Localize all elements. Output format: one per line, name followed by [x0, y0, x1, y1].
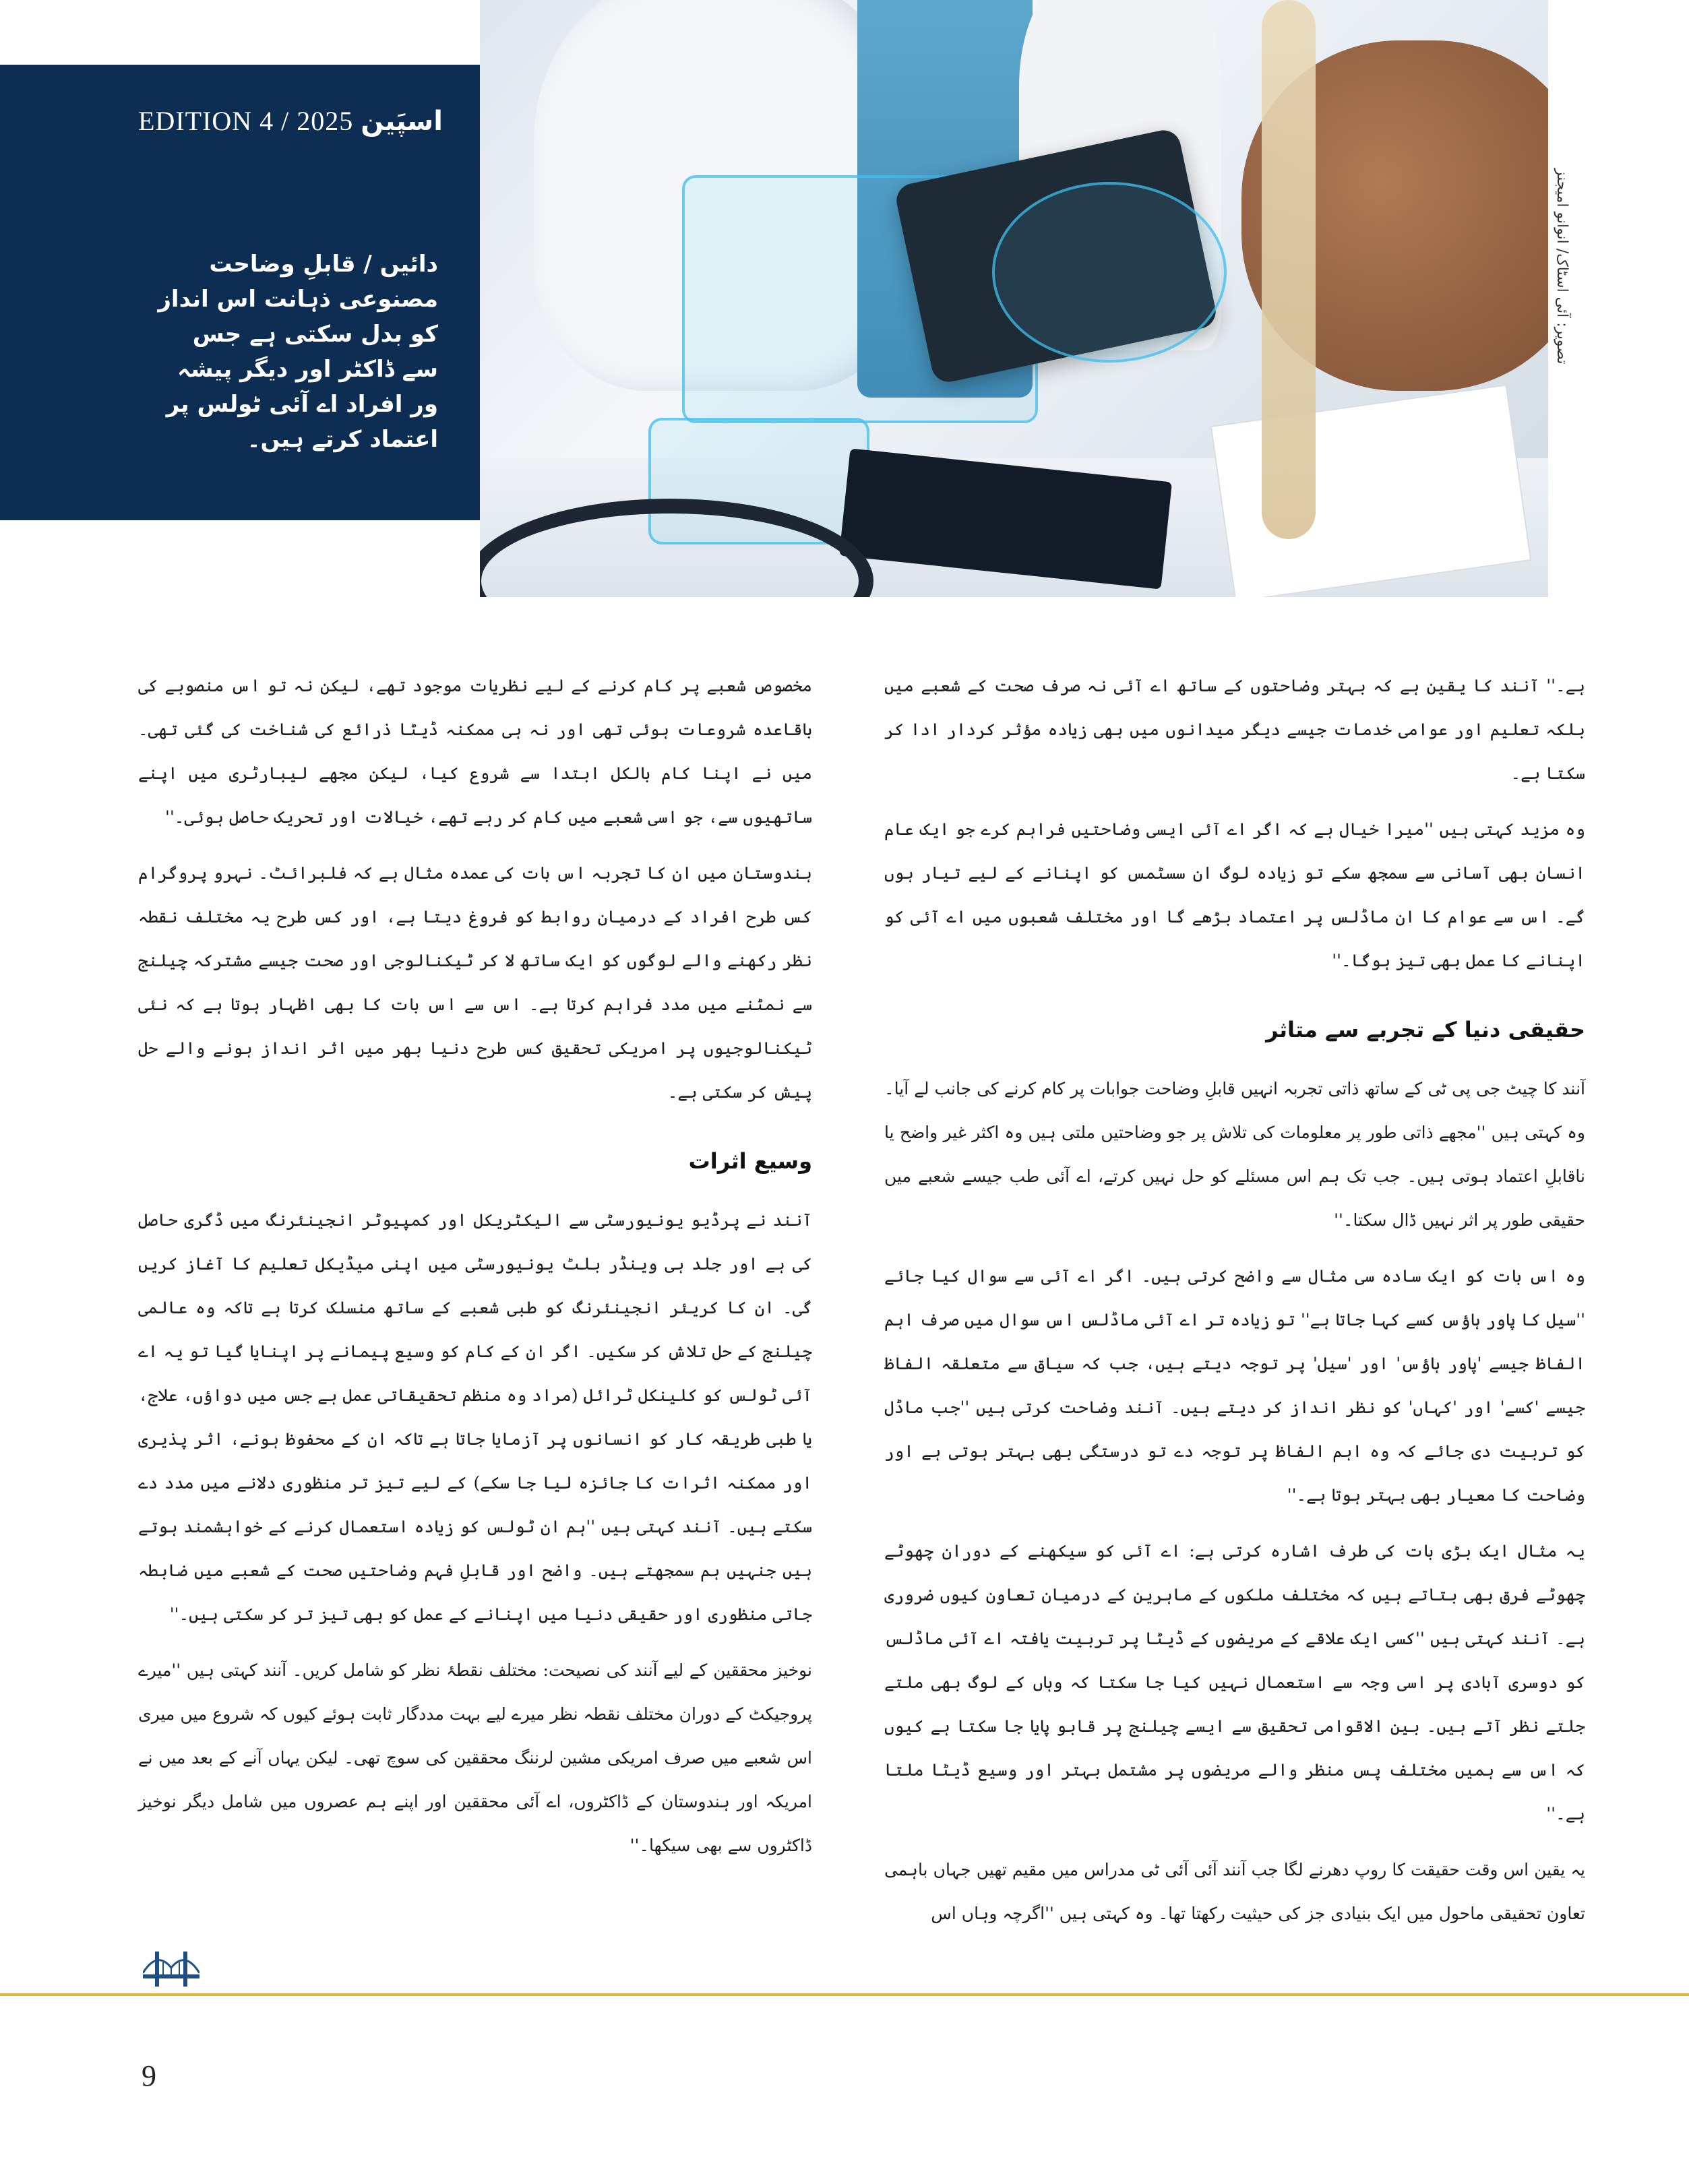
paragraph: آنند کا چیٹ جی پی ٹی کے ساتھ ذاتی تجربہ انہیں قابلِ وضاحت جوابات پر کام کرنے کی جانب لے آیا۔ وہ کہتی ہیں ''مجھے ذاتی طور پر معلومات کی تلاش پر جو وضاحتیں ملتی ہیں وہ اکثر غیر واضح یا ناقابلِ اعتماد ہوتی ہیں۔ جب تک ہم اس مسئلے کو حل نہیں کرتے، اے آئی طب جیسے شعبے میں حقیقی طور پر اثر نہیں ڈال سکتا۔'' — [884, 1079, 1585, 1230]
photo-sketch-paper — [1210, 384, 1531, 597]
paragraph: وہ اس بات کو ایک سادہ سی مثال سے واضح کرتی ہیں۔ اگر اے آئی سے سوال کیا جائے ''سیل کا پاور ہاؤس کسے کہا جاتا ہے'' تو زیادہ تر اے آئی ماڈلس اس سوال میں صرف اہم الفاظ جیسے 'پاور ہاؤس' اور 'سیل' پر توجہ دیتے ہیں، جب کہ سیاق سے متعلقہ الفاظ جیسے 'کسے' اور 'کہاں' کو نظر انداز کر دیتے ہیں۔ آنند وضاحت کرتی ہیں ''جب ماڈل کو تربیت دی جائے کہ وہ اہم الفاظ پر توجہ دے تو درستگی بھی بہتر ہوتی ہے اور وضاحت کا معیار بھی بہتر ہوتا ہے۔'' — [884, 1266, 1585, 1505]
paragraph: وہ مزید کہتی ہیں ''میرا خیال ہے کہ اگر اے آئی ایسی وضاحتیں فراہم کرے جو ایک عام انسان بھی آسانی سے سمجھ سکے تو زیادہ لوگ ان سسٹمس کو اپنانے کے لیے تیار ہوں گے۔ اس سے عوام کا ان ماڈلس پر اعتماد بڑھے گا اور مختلف شعبوں میں اے آئی کو اپنانے کا عمل بھی تیز ہوگا۔'' — [884, 819, 1585, 970]
article-column-right — [884, 664, 1585, 1947]
edition-label: EDITION 4 / 2025 — [138, 106, 354, 136]
paragraph: مخصوص شعبے پر کام کرنے کے لیے نظریات موجود تھے، لیکن نہ تو اس منصوبے کی باقاعدہ شروعات ہوئی تھی اور نہ ہی ممکنہ ڈیٹا ذرائع کی شناخت کی گئی تھی۔ میں نے اپنا کام بالکل ابتدا سے شروع کیا، لیکن مجھے لیبارٹری میں اپنے ساتھیوں سے، جو اسی شعبے میں کام کر رہے تھے، خیالات اور تحریک حاصل ہوئی۔'' — [138, 676, 812, 827]
bridge-icon — [143, 1947, 199, 1991]
photo-credit: تصویر: آئی اسٹاک/ انوانو امیجنز — [1554, 168, 1570, 365]
photo-caption: دائیں / قابلِ وضاحت مصنوعی ذہانت اس انداز کو بدل سکتی ہے جس سے ڈاکٹر اور دیگر پیشہ ور افراد اے آئی ٹولس پر اعتماد کرتے ہیں۔ — [158, 251, 438, 453]
paragraph: یہ یقین اس وقت حقیقت کا روپ دھرنے لگا جب آنند آئی آئی ٹی مدراس میں مقیم تھیں جہاں باہمی تعاون تحقیقی ماحول میں ایک بنیادی جز کی حیثیت رکھتا تھا۔ وہ کہتی ہیں ''اگرچہ وہاں اس — [884, 1860, 1585, 1923]
footer-rule — [0, 1993, 1689, 1996]
hero-photo — [480, 0, 1548, 597]
photo-skeleton-model — [1262, 0, 1316, 539]
sidebar-panel — [0, 65, 480, 520]
paragraph: ہندوستان میں ان کا تجربہ اس بات کی عمدہ مثال ہے کہ فلبرائٹ۔ نہرو پروگرام کس طرح افراد کے درمیان روابط کو فروغ دیتا ہے، اور کس طرح یہ مختلف نقطہ نظر رکھنے والے لوگوں کو ایک ساتھ لا کر ٹیکنالوجی اور صحت جیسے مشترکہ چیلنج سے نمٹنے میں مدد فراہم کرتا ہے۔ اس سے اس بات کا بھی اظہار ہوتا ہے کہ نئی ٹیکنالوجیوں پر امریکی تحقیق کس طرح دنیا بھر میں اثر انداز ہونے والے حل پیش کر سکتی ہے۔ — [138, 863, 812, 1102]
paragraph: آنند نے پرڈیو یونیورسٹی سے الیکٹریکل اور کمپیوٹر انجینئرنگ میں ڈگری حاصل کی ہے اور جلد ہی وینڈر بلٹ یونیورسٹی میں اپنی میڈیکل تعلیم کا آغاز کریں گی۔ ان کا کریئر انجینئرنگ کو طبی شعبے کے ساتھ منسلک کرتا ہے تاکہ وہ عالمی چیلنج کے حل تلاش کر سکیں۔ اگر ان کے کام کو وسیع پیمانے پر اپنایا گیا تو یہ اے آئی ٹولس کو کلینکل ٹرائل (مراد وہ منظم تحقیقاتی عمل ہے جس میں دواؤں، علاج، یا طبی طریقہ کار کو انسانوں پر آزمایا جاتا ہے تاکہ ان کے محفوظ ہونے، اثر پذیری اور ممکنہ اثرات کا جائزہ لیا جا سکے) کے لیے تیز تر منظوری دلانے میں مدد دے سکتے ہیں۔ آنند کہتی ہیں ''ہم ان ٹولس کو زیادہ استعمال کرنے کے خواہشمند ہوتے ہیں جنہیں ہم سمجھتے ہیں۔ واضح اور قابلِ فہم وضاحتیں صحت کے شعبے میں ضابطہ جاتی منظوری اور حقیقی دنیا میں اپنانے کے عمل کو بھی تیز تر کر سکتی ہیں۔'' — [138, 1210, 812, 1624]
article-column-left — [138, 664, 812, 1879]
edition-header — [138, 105, 441, 137]
magazine-name: اسپَین — [361, 106, 443, 137]
page-number: 9 — [142, 2059, 156, 2092]
paragraph: نوخیز محققین کے لیے آنند کی نصیحت: مختلف نقطۂ نظر کو شامل کریں۔ آنند کہتی ہیں ''میرے پروجیکٹ کے دوران مختلف نقطہ نظر میرے لیے بہت مددگار ثابت ہوئے کیوں کہ شروع میں میری اس شعبے میں صرف امریکی مشین لرننگ محققین کی سوچ تھی۔ لیکن یہاں آنے کے بعد میں نے امریکہ اور ہندوستان کے ڈاکٹروں، اے آئی محققین اور اپنے ہم عصروں میں شامل دیگر نوخیز ڈاکٹروں سے بھی سیکھا۔'' — [138, 1660, 812, 1855]
photo-hologram — [992, 182, 1227, 363]
paragraph: یہ مثال ایک بڑی بات کی طرف اشارہ کرتی ہے: اے آئی کو سیکھنے کے دوران چھوٹے چھوٹے فرق بھی بتاتے ہیں کہ مختلف ملکوں کے ماہرین کے درمیان تعاون کیوں ضروری ہے۔ آنند کہتی ہیں ''کسی ایک علاقے کے مریضوں کے ڈیٹا پر تربیت یافتہ اے آئی ماڈلس کو دوسری آبادی پر اسی وجہ سے استعمال نہیں کیا جا سکتا کہ وہاں کے لوگ بھی ملتے جلتے نظر آتے ہیں۔ بین الاقوامی تحقیق سے ایسے چیلنج پر قابو پایا جا سکتا ہے کیوں کہ اس سے ہمیں مختلف پس منظر والے مریضوں پر مشتمل بہتر اور وسیع ڈیٹا ملتا ہے۔'' — [884, 1541, 1585, 1823]
section-heading: وسیع اثرات — [688, 1148, 812, 1174]
paragraph: ہے۔'' آنند کا یقین ہے کہ بہتر وضاحتوں کے ساتھ اے آئی نہ صرف صحت کے شعبے میں بلکہ تعلیم اور عوامی خدمات جیسے دیگر میدانوں میں بھی زیادہ مؤثر کردار ادا کر سکتا ہے۔ — [884, 676, 1585, 783]
section-heading: حقیقی دنیا کے تجربے سے متاثر — [1266, 1017, 1585, 1042]
